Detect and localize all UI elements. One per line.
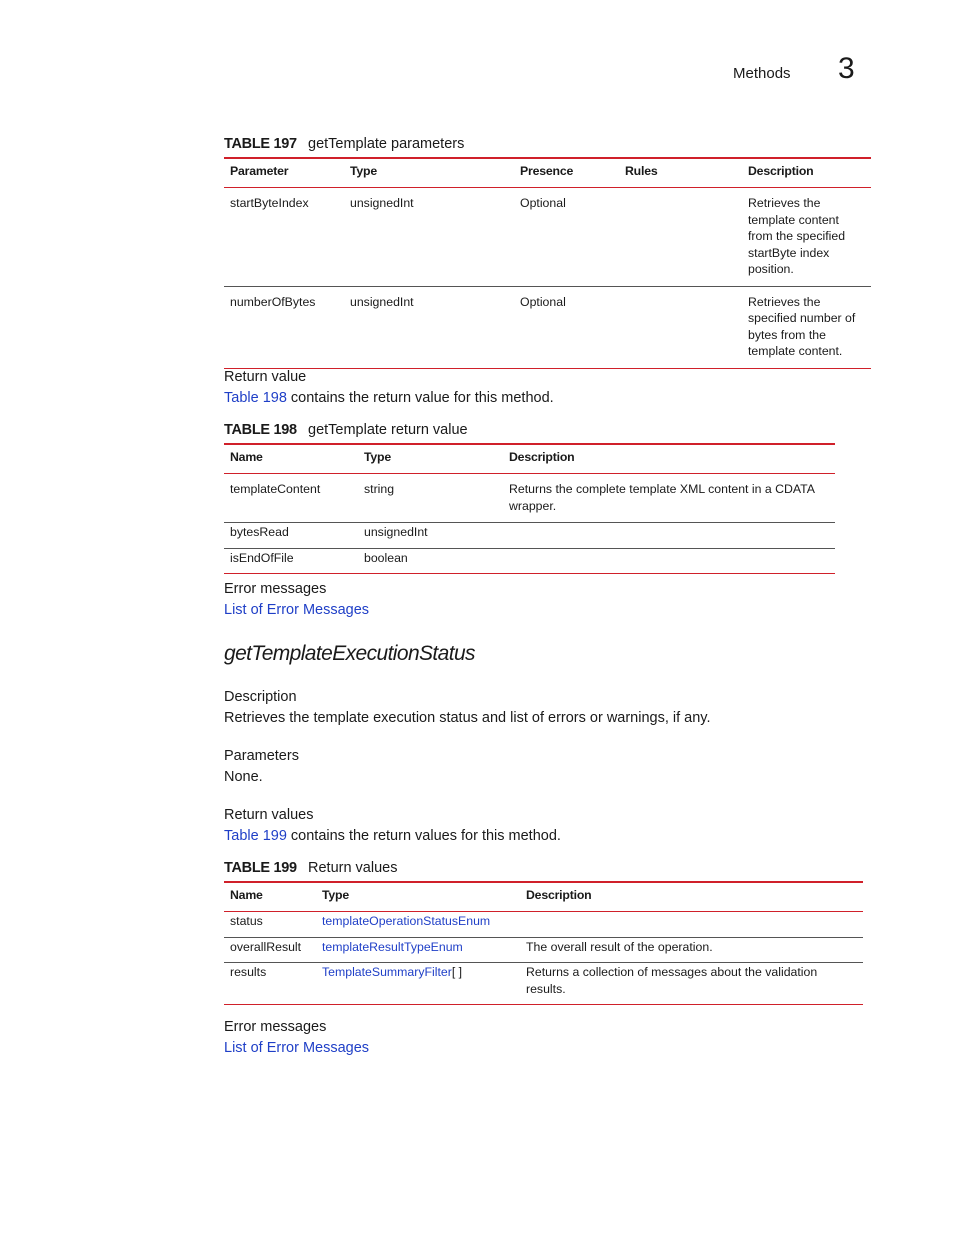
table-row: [224, 286, 871, 368]
table-cell: numberOfBytes: [224, 286, 344, 368]
type-suffix: [ ]: [451, 965, 463, 979]
table-cell: Returns the complete template XML content in a CDATA wrapper.: [503, 474, 835, 523]
error-messages-heading: Error messages: [224, 1019, 327, 1035]
table-number: TABLE 197: [224, 136, 297, 152]
return-values-heading: Return values: [224, 807, 314, 823]
type-link[interactable]: templateResultTypeEnum: [322, 939, 463, 954]
table-cell: unsignedInt: [358, 523, 503, 549]
column-header: Type: [358, 444, 503, 474]
table-header-row: [224, 444, 835, 474]
table-cell: [503, 523, 835, 549]
section-label: Methods: [733, 65, 791, 82]
table-198: [224, 443, 835, 574]
table-199-link[interactable]: Table 199: [224, 828, 287, 844]
column-header: Rules: [619, 158, 742, 188]
table-cell: [503, 548, 835, 574]
table-row: [224, 188, 871, 287]
table-cell: Returns a collection of messages about the validation results.: [520, 963, 863, 1005]
return-value-heading: Return value: [224, 369, 307, 385]
table-cell: results: [224, 963, 316, 1005]
return-value-text: [224, 390, 554, 406]
type-link[interactable]: templateOperationStatusEnum: [322, 914, 491, 928]
error-messages-heading: Error messages: [224, 581, 327, 597]
table-cell: string: [358, 474, 503, 523]
description-text: Retrieves the template execution status and list of errors or warnings, if any.: [224, 710, 711, 726]
table-row: [224, 548, 835, 574]
table-cell: templateContent: [224, 474, 358, 523]
column-header: Description: [520, 882, 863, 912]
return-values-sentence: contains the return values for this method.: [286, 828, 561, 844]
column-header: Parameter: [224, 158, 344, 188]
table-cell: Optional: [514, 286, 619, 368]
return-values-text: [224, 828, 561, 844]
table-cell: Retrieves the template content from the specified startByte index position.: [742, 188, 871, 287]
description-heading: Description: [224, 689, 297, 705]
column-header: Type: [344, 158, 514, 188]
error-messages-link[interactable]: List of Error Messages: [224, 1040, 370, 1056]
table-197-caption: [224, 136, 464, 152]
parameters-text: None.: [224, 769, 263, 785]
column-header: Presence: [514, 158, 619, 188]
table-cell: [619, 188, 742, 287]
column-header: Name: [224, 882, 316, 912]
table-cell: overallResult: [224, 937, 316, 963]
table-cell: [316, 937, 520, 963]
table-199-caption: [224, 860, 397, 876]
parameters-heading: Parameters: [224, 748, 299, 764]
table-row: [224, 523, 835, 549]
error-messages-link[interactable]: List of Error Messages: [224, 602, 370, 618]
table-number: TABLE 198: [224, 422, 297, 438]
table-cell: bytesRead: [224, 523, 358, 549]
table-title: getTemplate parameters: [308, 136, 465, 152]
column-header: Name: [224, 444, 358, 474]
column-header: Description: [503, 444, 835, 474]
table-row: [224, 963, 863, 1005]
type-link[interactable]: TemplateSummaryFilter: [322, 965, 452, 979]
chapter-number: 3: [838, 52, 855, 85]
return-value-sentence: contains the return value for this method.: [286, 390, 554, 406]
table-cell: [619, 286, 742, 368]
table-cell: isEndOfFile: [224, 548, 358, 574]
table-cell: [316, 963, 520, 1005]
table-title: getTemplate return value: [308, 422, 468, 438]
table-cell: unsignedInt: [344, 188, 514, 287]
table-cell: Retrieves the specified number of bytes from the template content.: [742, 286, 871, 368]
method-title: getTemplateExecutionStatus: [224, 642, 475, 665]
table-row: [224, 474, 835, 523]
table-cell: [316, 912, 520, 938]
column-header: Description: [742, 158, 871, 188]
table-cell: unsignedInt: [344, 286, 514, 368]
table-title: Return values: [308, 860, 398, 876]
table-cell: status: [224, 912, 316, 938]
table-197: [224, 157, 871, 369]
table-header-row: [224, 158, 871, 188]
column-header: Type: [316, 882, 520, 912]
table-row: [224, 937, 863, 963]
table-cell: boolean: [358, 548, 503, 574]
table-cell: The overall result of the operation.: [520, 937, 863, 963]
table-header-row: [224, 882, 863, 912]
table-cell: Optional: [514, 188, 619, 287]
table-number: TABLE 199: [224, 860, 297, 876]
table-198-caption: [224, 422, 468, 438]
table-row: [224, 912, 863, 938]
table-cell: [520, 912, 863, 938]
table-cell: startByteIndex: [224, 188, 344, 287]
table-199: [224, 881, 863, 1005]
table-198-link[interactable]: Table 198: [224, 390, 287, 406]
